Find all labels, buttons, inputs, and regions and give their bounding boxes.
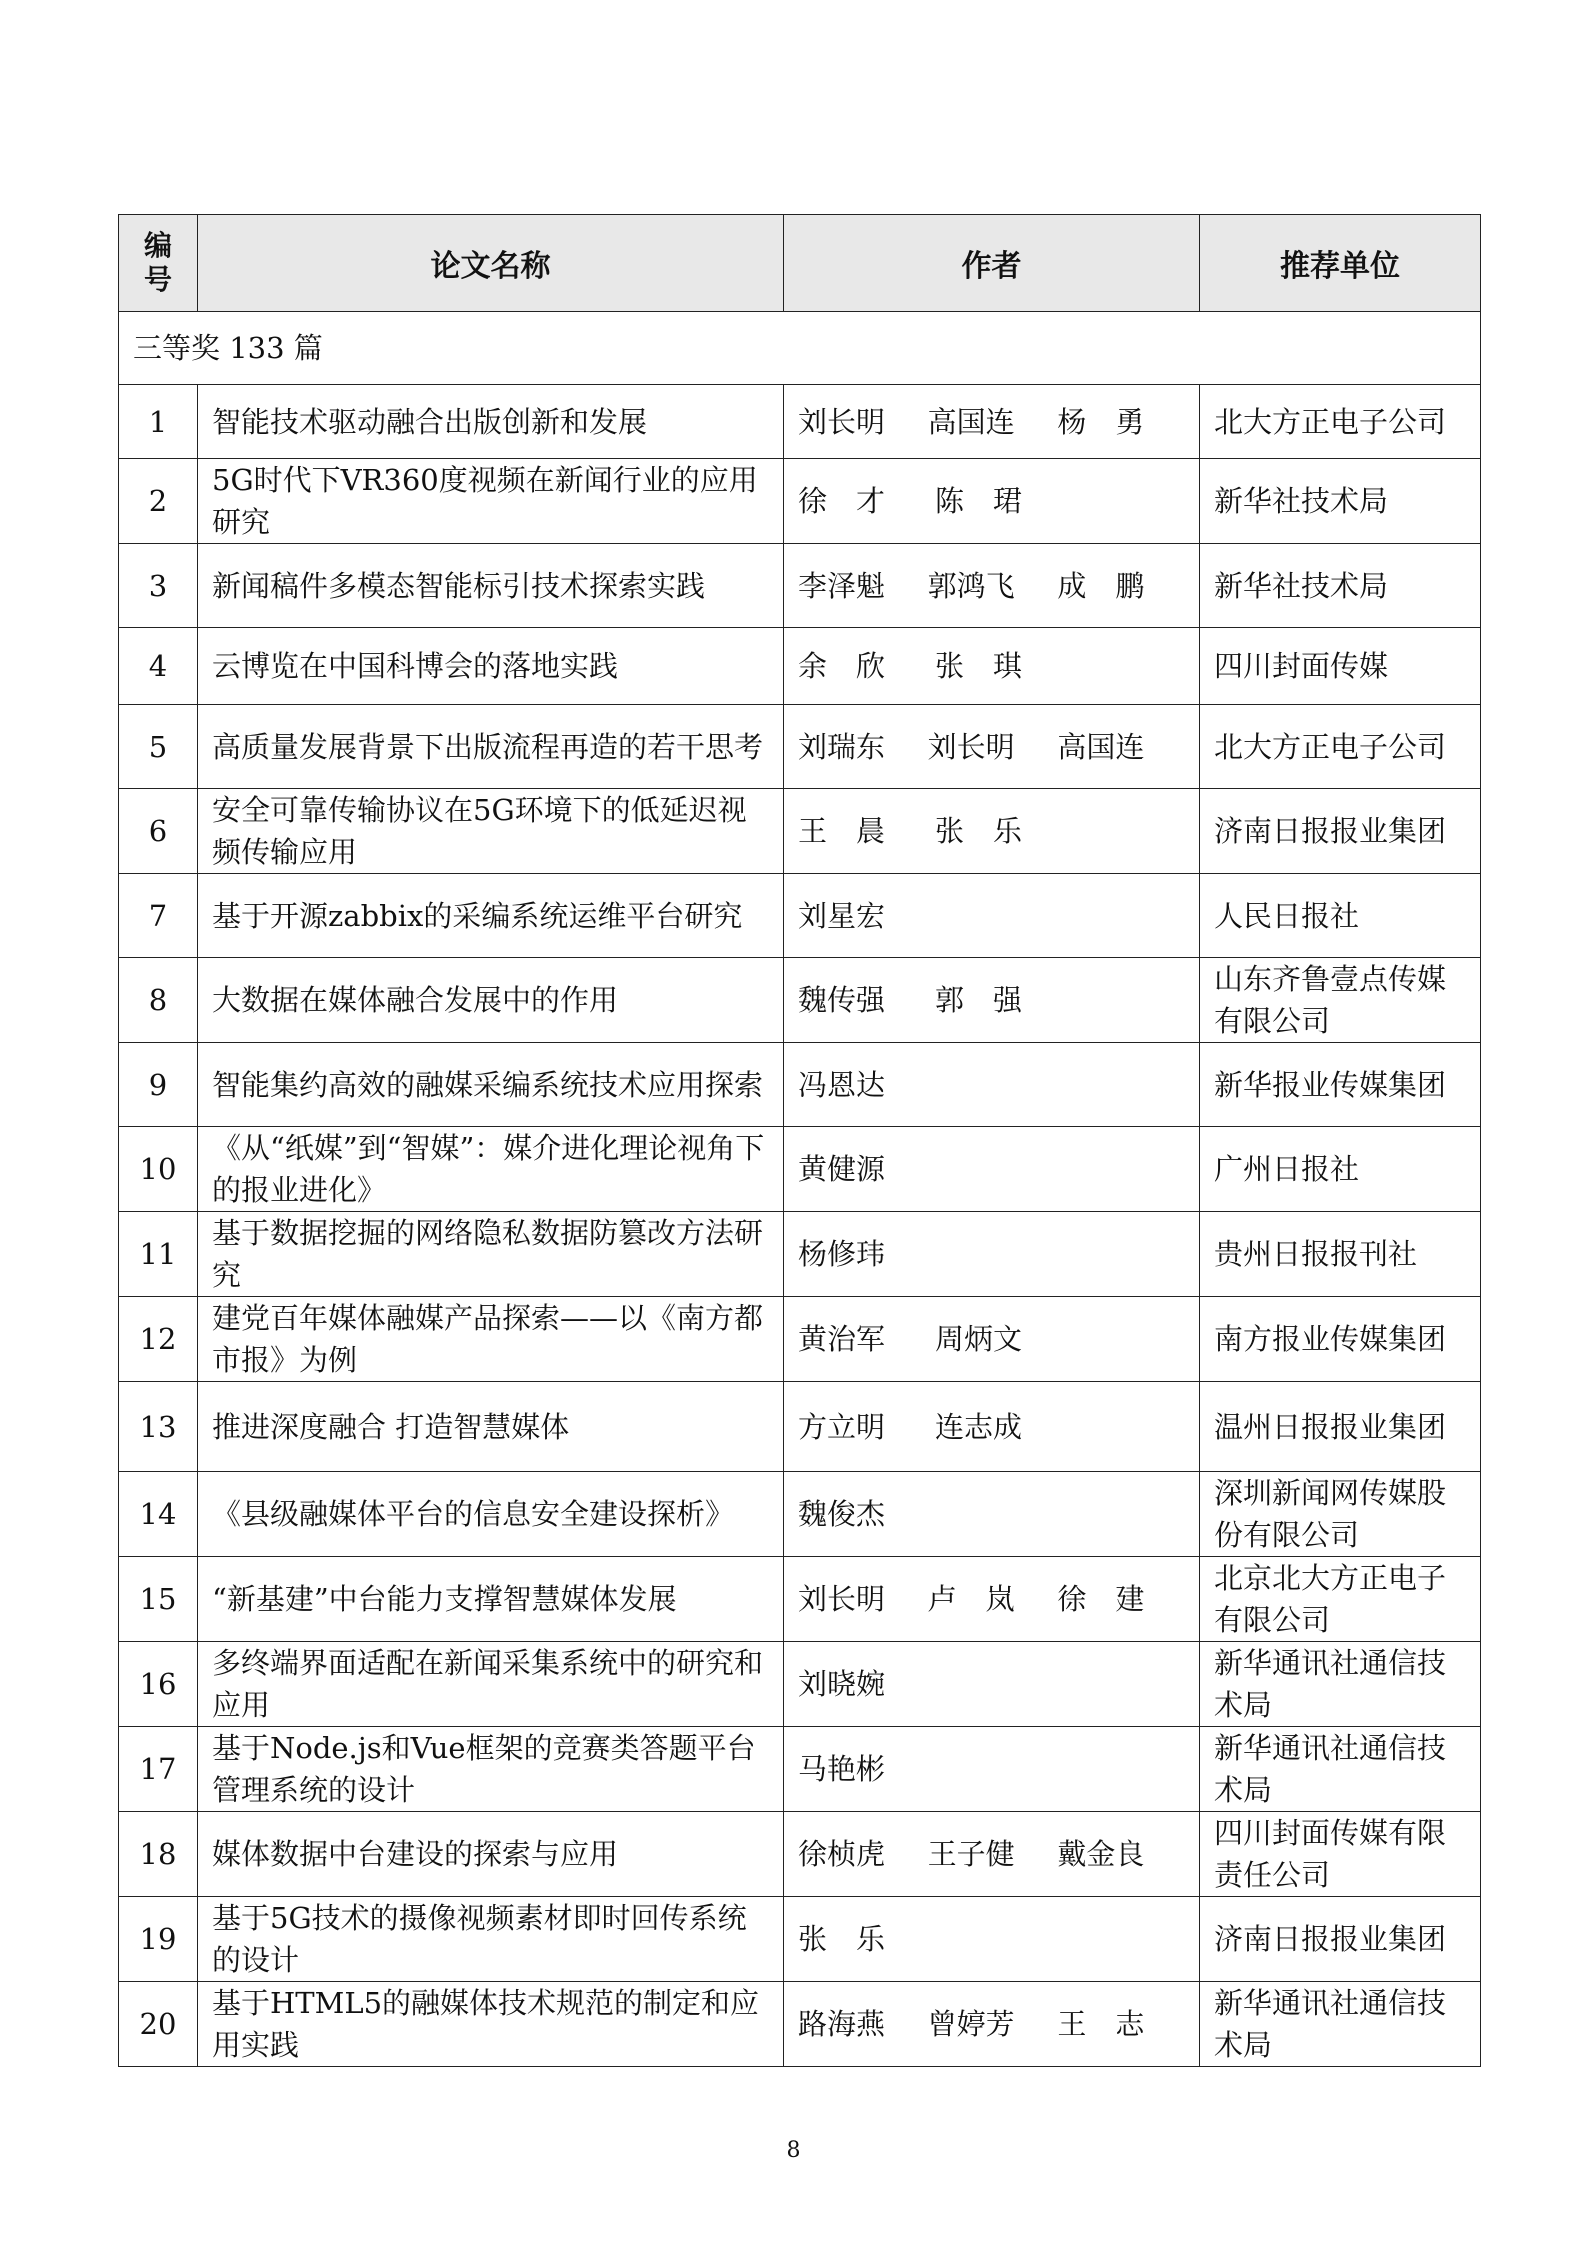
paper-title: 安全可靠传输协议在5G环境下的低延迟视频传输应用: [198, 789, 784, 874]
recommending-unit: 济南日报报业集团: [1200, 789, 1481, 874]
table-row: [119, 1642, 1481, 1727]
author-name: 魏俊杰: [798, 1497, 886, 1531]
table-row: [119, 1212, 1481, 1297]
author-name: 刘长明: [798, 1582, 886, 1616]
header-unit: 推荐单位: [1200, 215, 1481, 312]
table-row: [119, 544, 1481, 628]
paper-title: 基于HTML5的融媒体技术规范的制定和应用实践: [198, 1982, 784, 2067]
row-number: 3: [119, 544, 198, 628]
recommending-unit: 新华通讯社通信技术局: [1200, 1982, 1481, 2067]
table-row: [119, 385, 1481, 459]
recommending-unit: 济南日报报业集团: [1200, 1897, 1481, 1982]
row-number: 17: [119, 1727, 198, 1812]
recommending-unit: 新华报业传媒集团: [1200, 1043, 1481, 1127]
author-name: 路海燕: [798, 2007, 886, 2041]
recommending-unit: 北京北大方正电子有限公司: [1200, 1557, 1481, 1642]
authors-cell: [784, 385, 1200, 459]
awards-table: [118, 214, 1481, 2067]
recommending-unit: 南方报业传媒集团: [1200, 1297, 1481, 1382]
author-name: 张 乐: [798, 1922, 886, 1956]
authors-cell: [784, 1812, 1200, 1897]
paper-title: 高质量发展背景下出版流程再造的若干思考: [198, 705, 784, 789]
recommending-unit: 人民日报社: [1200, 874, 1481, 958]
recommending-unit: 深圳新闻网传媒股份有限公司: [1200, 1472, 1481, 1557]
recommending-unit: 四川封面传媒有限责任公司: [1200, 1812, 1481, 1897]
table-row: [119, 1897, 1481, 1982]
table-row: [119, 705, 1481, 789]
author-name: 徐 建: [1057, 1582, 1145, 1616]
recommending-unit: 山东齐鲁壹点传媒有限公司: [1200, 958, 1481, 1043]
paper-title: 《从“纸媒”到“智媒”：媒介进化理论视角下的报业进化》: [198, 1127, 784, 1212]
authors-cell: [784, 1557, 1200, 1642]
section-title: 三等奖 133 篇: [119, 312, 1481, 385]
table-row: [119, 1472, 1481, 1557]
authors-cell: [784, 628, 1200, 705]
recommending-unit: 四川封面传媒: [1200, 628, 1481, 705]
paper-title: 智能集约高效的融媒采编系统技术应用探索: [198, 1043, 784, 1127]
author-name: 张 琪: [935, 649, 1023, 683]
authors-cell: [784, 1043, 1200, 1127]
recommending-unit: 新华通讯社通信技术局: [1200, 1727, 1481, 1812]
recommending-unit: 北大方正电子公司: [1200, 385, 1481, 459]
author-name: 王 志: [1057, 2007, 1145, 2041]
author-name: 魏传强: [798, 983, 886, 1017]
recommending-unit: 北大方正电子公司: [1200, 705, 1481, 789]
authors-cell: [784, 705, 1200, 789]
author-name: 杨修玮: [798, 1237, 886, 1271]
authors-cell: [784, 544, 1200, 628]
row-number: 8: [119, 958, 198, 1043]
recommending-unit: 温州日报报业集团: [1200, 1382, 1481, 1472]
paper-title: 基于Node.js和Vue框架的竞赛类答题平台管理系统的设计: [198, 1727, 784, 1812]
paper-title: 基于5G技术的摄像视频素材即时回传系统的设计: [198, 1897, 784, 1982]
row-number: 1: [119, 385, 198, 459]
table-row: [119, 1043, 1481, 1127]
table-row: [119, 1727, 1481, 1812]
author-name: 张 乐: [935, 814, 1023, 848]
author-name: 王 晨: [798, 814, 886, 848]
row-number: 12: [119, 1297, 198, 1382]
authors-cell: [784, 789, 1200, 874]
paper-title: 多终端界面适配在新闻采集系统中的研究和应用: [198, 1642, 784, 1727]
row-number: 2: [119, 459, 198, 544]
author-name: 方立明: [798, 1409, 886, 1444]
author-name: 王子健: [927, 1837, 1015, 1871]
recommending-unit: 新华社技术局: [1200, 544, 1481, 628]
paper-title: 建党百年媒体融媒产品探索——以《南方都市报》为例: [198, 1297, 784, 1382]
table-header-row: [119, 215, 1481, 312]
author-name: 曾婷芳: [927, 2007, 1015, 2041]
authors-cell: [784, 1472, 1200, 1557]
author-name: 余 欣: [798, 649, 886, 683]
author-name: 卢 岚: [927, 1582, 1015, 1616]
paper-title: 大数据在媒体融合发展中的作用: [198, 958, 784, 1043]
authors-cell: [784, 459, 1200, 544]
author-name: 黄健源: [798, 1152, 886, 1186]
author-name: 郭鸿飞: [927, 568, 1015, 603]
row-number: 4: [119, 628, 198, 705]
author-name: 徐桢虎: [798, 1837, 886, 1871]
author-name: 黄治军: [798, 1322, 886, 1356]
table-row: [119, 1982, 1481, 2067]
row-number: 9: [119, 1043, 198, 1127]
author-name: 郭 强: [935, 983, 1023, 1017]
paper-title: 推进深度融合 打造智慧媒体: [198, 1382, 784, 1472]
author-name: 戴金良: [1057, 1837, 1145, 1871]
table-row: [119, 874, 1481, 958]
author-name: 陈 珺: [935, 484, 1023, 518]
row-number: 15: [119, 1557, 198, 1642]
paper-title: 《县级融媒体平台的信息安全建设探析》: [198, 1472, 784, 1557]
table-row: [119, 459, 1481, 544]
recommending-unit: 新华社技术局: [1200, 459, 1481, 544]
row-number: 11: [119, 1212, 198, 1297]
authors-cell: [784, 1982, 1200, 2067]
recommending-unit: 新华通讯社通信技术局: [1200, 1642, 1481, 1727]
paper-title: 基于数据挖掘的网络隐私数据防篡改方法研究: [198, 1212, 784, 1297]
authors-cell: [784, 1382, 1200, 1472]
author-name: 李泽魁: [798, 568, 886, 603]
table-row: [119, 1382, 1481, 1472]
authors-cell: [784, 1897, 1200, 1982]
table-row: [119, 958, 1481, 1043]
paper-title: 智能技术驱动融合出版创新和发展: [198, 385, 784, 459]
author-name: 高国连: [1057, 729, 1145, 764]
row-number: 13: [119, 1382, 198, 1472]
table-row: [119, 1812, 1481, 1897]
row-number: 14: [119, 1472, 198, 1557]
author-name: 刘晓婉: [798, 1667, 886, 1701]
table-row: [119, 1297, 1481, 1382]
authors-cell: [784, 1127, 1200, 1212]
table-row: [119, 628, 1481, 705]
row-number: 16: [119, 1642, 198, 1727]
table-row: [119, 1557, 1481, 1642]
recommending-unit: 广州日报社: [1200, 1127, 1481, 1212]
author-name: 刘瑞东: [798, 729, 886, 764]
paper-title: 媒体数据中台建设的探索与应用: [198, 1812, 784, 1897]
table-row: [119, 1127, 1481, 1212]
header-authors: 作者: [784, 215, 1200, 312]
authors-cell: [784, 1212, 1200, 1297]
author-name: 高国连: [927, 404, 1015, 439]
header-title: 论文名称: [198, 215, 784, 312]
author-name: 连志成: [935, 1409, 1023, 1444]
author-name: 徐 才: [798, 484, 886, 518]
authors-cell: [784, 1727, 1200, 1812]
paper-title: 基于开源zabbix的采编系统运维平台研究: [198, 874, 784, 958]
row-number: 6: [119, 789, 198, 874]
authors-cell: [784, 958, 1200, 1043]
authors-cell: [784, 1297, 1200, 1382]
recommending-unit: 贵州日报报刊社: [1200, 1212, 1481, 1297]
author-name: 马艳彬: [798, 1752, 886, 1786]
row-number: 18: [119, 1812, 198, 1897]
author-name: 冯恩达: [798, 1067, 886, 1102]
row-number: 5: [119, 705, 198, 789]
author-name: 刘长明: [927, 729, 1015, 764]
authors-cell: [784, 1642, 1200, 1727]
row-number: 20: [119, 1982, 198, 2067]
paper-title: 新闻稿件多模态智能标引技术探索实践: [198, 544, 784, 628]
table-row: [119, 789, 1481, 874]
header-num: 编号: [119, 215, 198, 312]
page-number: 8: [786, 2138, 801, 2163]
author-name: 成 鹏: [1057, 568, 1145, 603]
author-name: 刘星宏: [798, 898, 886, 933]
author-name: 刘长明: [798, 404, 886, 439]
paper-title: 云博览在中国科博会的落地实践: [198, 628, 784, 705]
paper-title: 5G时代下VR360度视频在新闻行业的应用研究: [198, 459, 784, 544]
section-row: [119, 312, 1481, 385]
paper-title: “新基建”中台能力支撑智慧媒体发展: [198, 1557, 784, 1642]
row-number: 7: [119, 874, 198, 958]
row-number: 19: [119, 1897, 198, 1982]
authors-cell: [784, 874, 1200, 958]
author-name: 周炳文: [935, 1322, 1023, 1356]
author-name: 杨 勇: [1057, 404, 1145, 439]
row-number: 10: [119, 1127, 198, 1212]
